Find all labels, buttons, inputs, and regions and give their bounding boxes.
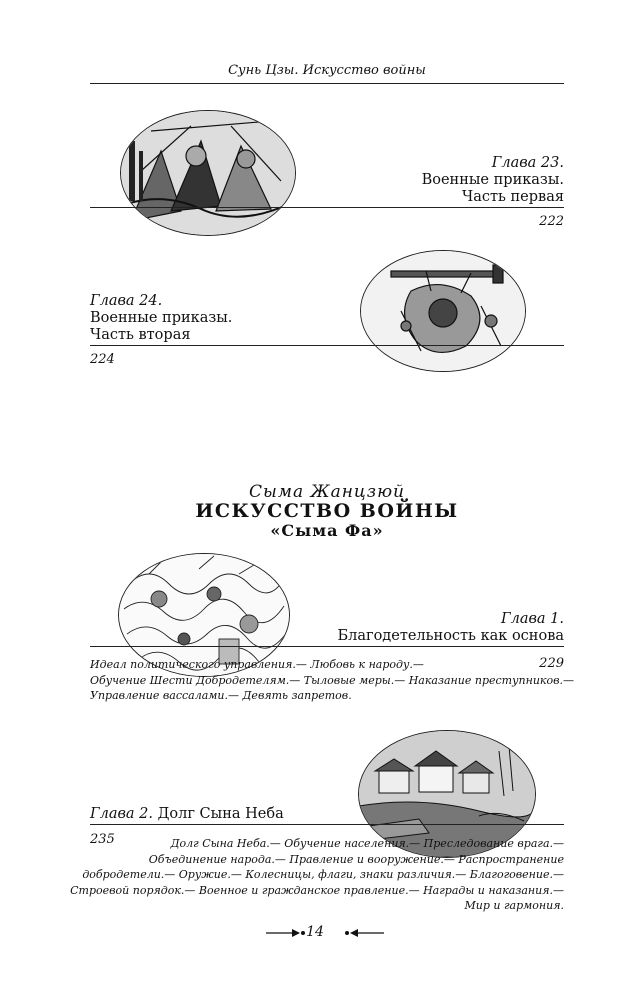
header-rule bbox=[90, 83, 564, 84]
chapter-2-title: Долг Сына Неба bbox=[157, 806, 284, 822]
book-title: ИСКУССТВО ВОЙНЫ bbox=[195, 500, 459, 522]
folio-number: 14 bbox=[306, 924, 324, 940]
chapter-24-title-line1: Военные приказы. bbox=[90, 310, 233, 326]
chapter-2-heading bbox=[90, 806, 284, 823]
summary-line: Обучение Шести Добродетелям.— Тыловые меры.— Наказание преступников.— bbox=[90, 673, 574, 687]
chapter-1-page: 229 bbox=[539, 656, 564, 671]
chapter-1-rule bbox=[90, 646, 564, 647]
book-author: Сыма Жанцзюй bbox=[249, 482, 405, 502]
chapter-2-number: Глава 2. bbox=[90, 806, 154, 822]
chapter-23-title-line1: Военные приказы. bbox=[421, 172, 564, 188]
chapter-23-title-line2: Часть первая bbox=[462, 189, 564, 205]
chapter-1-summary bbox=[90, 657, 574, 704]
chapter-23-page: 222 bbox=[539, 214, 564, 229]
chapter-23-illustration bbox=[120, 110, 296, 236]
chapter-24-page: 224 bbox=[90, 352, 115, 367]
chapter-24-illustration bbox=[360, 250, 526, 372]
summary-line: Долг Сына Неба.— Обучение населения.— Преследование врага.— bbox=[170, 837, 564, 850]
chapter-2-rule bbox=[90, 824, 564, 825]
chapter-2-page: 235 bbox=[90, 832, 115, 847]
running-head: Сунь Цзы. Искусство войны bbox=[228, 63, 426, 78]
summary-line: Объединение народа.— Правление и вооружение.— Распространение bbox=[148, 852, 564, 866]
chapter-23-number: Глава 23. bbox=[491, 155, 564, 171]
summary-line: Идеал политического управления.— Любовь к народу.— bbox=[90, 658, 424, 671]
chapter-24-rule bbox=[90, 345, 564, 346]
folio-ornament-right bbox=[344, 925, 384, 939]
chapter-1-number: Глава 1. bbox=[500, 611, 564, 627]
chapter-23-rule bbox=[90, 207, 564, 208]
chapter-24-title-line2: Часть вторая bbox=[90, 327, 191, 343]
chapter-24-number: Глава 24. bbox=[90, 293, 163, 309]
chapter-1-title: Благодетельность как основа bbox=[337, 628, 564, 644]
summary-line: добродетели.— Оружие.— Колесницы, флаги, знаки различия.— Благоговение.— bbox=[82, 868, 564, 881]
chapter-2-summary bbox=[70, 836, 564, 914]
book-subtitle: «Сыма Фа» bbox=[270, 521, 384, 540]
summary-line: Строевой порядок.— Военное и гражданское правление.— Награды и наказания.— bbox=[70, 883, 564, 897]
summary-line: Мир и гармония. bbox=[464, 899, 564, 912]
summary-line: Управление вассалами.— Девять запретов. bbox=[90, 689, 352, 702]
